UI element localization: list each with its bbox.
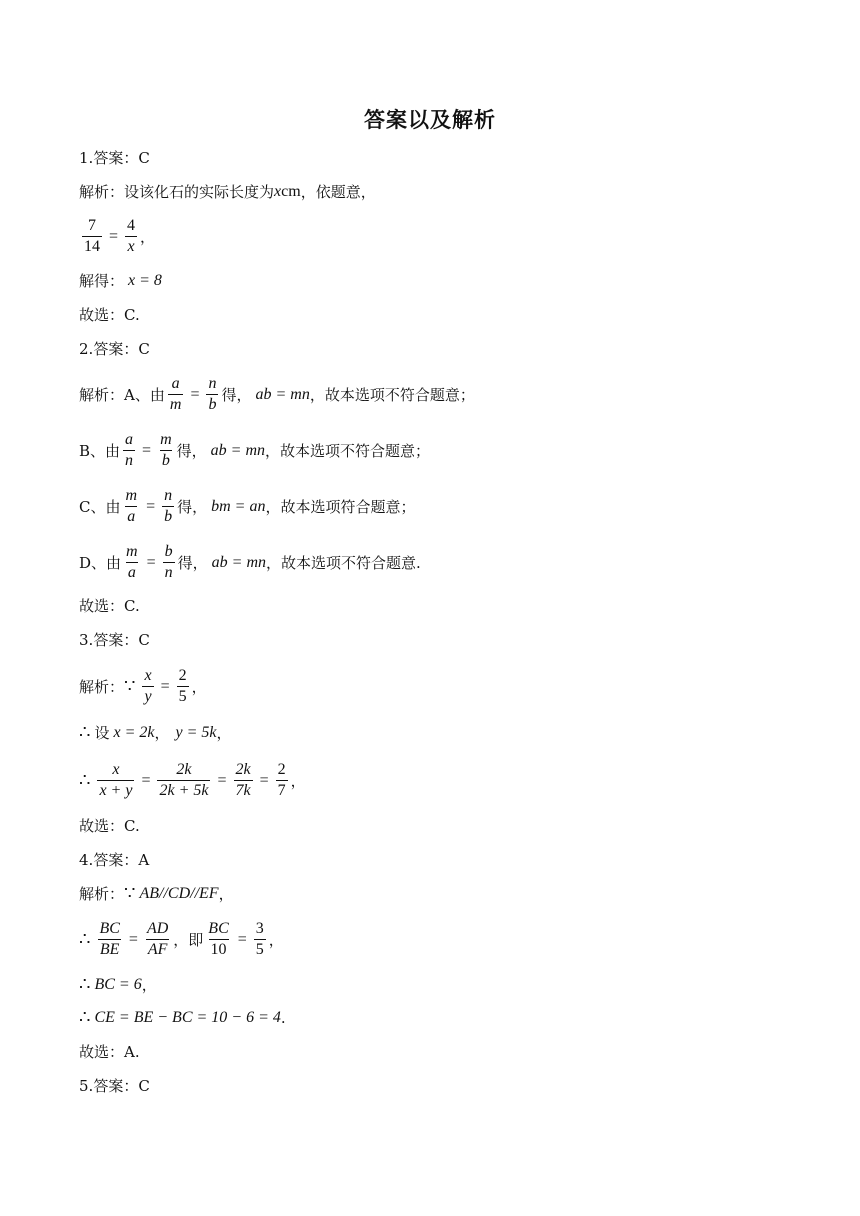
q1-solution: 解得： x = 8: [79, 272, 162, 290]
q4-bc: ∴ BC = 6 ，: [79, 974, 157, 995]
q2-option-a: 解析： A、 由 $\frac{a}{m}$ = $\frac{n}{b}$ 得， ab = mn ，故本选项不符合题意；: [79, 375, 475, 413]
fraction: $\frac{x}{x + y}$: [99, 761, 133, 799]
because-symbol: ∵: [124, 883, 136, 904]
q4-given: 解析： ∵ AB//CD//EF ，: [79, 883, 234, 904]
q2-choice: 故选： C.: [79, 597, 140, 615]
q2-answer: 2. 答案： C: [79, 340, 150, 358]
because-symbol: ∵: [124, 675, 136, 697]
fraction: $\frac{4}{x}$: [127, 217, 136, 255]
q3-answer: 3. 答案： C: [79, 631, 150, 649]
therefore-symbol: ∴: [79, 722, 91, 743]
therefore-symbol: ∴: [79, 928, 91, 950]
q1-equation: $\frac{7}{14}$ = $\frac{4}{x}$ ，: [84, 217, 156, 255]
fraction: $\frac{m}{a}$: [125, 487, 138, 525]
therefore-symbol: ∴: [79, 1007, 91, 1028]
fraction: $\frac{BC}{10}$: [208, 920, 229, 958]
fraction: $\frac{m}{b}$: [160, 431, 172, 469]
fraction: $\frac{3}{5}$: [255, 920, 264, 958]
q2-option-d: D、 由 $\frac{m}{a}$ = $\frac{b}{n}$ 得， ab = mn ，故本选项不符合题意.: [79, 543, 421, 581]
q2-option-c: C、 由 $\frac{m}{a}$ = $\frac{n}{b}$ 得， bm = an ，故本选项符合题意；: [79, 487, 416, 525]
fraction: $\frac{7}{14}$: [84, 217, 100, 255]
q5-answer: 5. 答案： C: [79, 1077, 150, 1095]
q4-ratio: ∴ $\frac{BC}{BE}$ = $\frac{AD}{AF}$ ， 即 $\frac{BC}{10}$ = $\frac{3}{5}$ ，: [79, 920, 284, 958]
fraction: $\frac{2k}{7k}$: [235, 761, 251, 799]
q4-choice: 故选： A.: [79, 1043, 140, 1061]
fraction: $\frac{a}{m}$: [169, 375, 182, 413]
fraction: $\frac{x}{y}$: [144, 667, 152, 705]
fraction: $\frac{2}{7}$: [277, 761, 286, 799]
q3-chain: ∴ $\frac{x}{x + y}$ = $\frac{2k}{2k + 5k}$ = $\frac{2k}{7k}$ = $\frac{2}{7}$ ，: [79, 761, 306, 799]
q1-choice: 故选： C.: [79, 306, 140, 324]
q4-ce: ∴ CE = BE − BC = 10 − 6 = 4 .: [79, 1007, 286, 1028]
fraction: $\frac{2k}{2k + 5k}$: [159, 761, 209, 799]
q3-set: ∴ 设 x = 2k ， y = 5k ，: [79, 722, 232, 743]
q1-analysis: 解析： 设该化石的实际长度为 x cm ，依题意，: [79, 183, 376, 201]
q1-answer: 1. 答案： C: [79, 149, 150, 167]
q3-given: 解析： ∵ $\frac{x}{y}$ = $\frac{2}{5}$ ，: [79, 667, 207, 705]
q3-choice: 故选： C.: [79, 817, 140, 835]
fraction: $\frac{b}{n}$: [164, 543, 173, 581]
fraction: $\frac{AD}{AF}$: [146, 920, 169, 958]
fraction: $\frac{a}{n}$: [125, 431, 134, 469]
page-title: 答案以及解析: [364, 108, 496, 132]
q2-option-b: B、 由 $\frac{a}{n}$ = $\frac{m}{b}$ 得， ab = mn ，故本选项不符合题意；: [79, 431, 431, 469]
fraction: $\frac{2}{5}$: [178, 667, 187, 705]
fraction: $\frac{n}{b}$: [208, 375, 217, 413]
fraction: $\frac{n}{b}$: [164, 487, 173, 525]
therefore-symbol: ∴: [79, 974, 91, 995]
fraction: $\frac{m}{a}$: [126, 543, 138, 581]
therefore-symbol: ∴: [79, 769, 91, 791]
q4-answer: 4. 答案： A: [79, 851, 150, 869]
fraction: $\frac{BC}{BE}$: [99, 920, 120, 958]
